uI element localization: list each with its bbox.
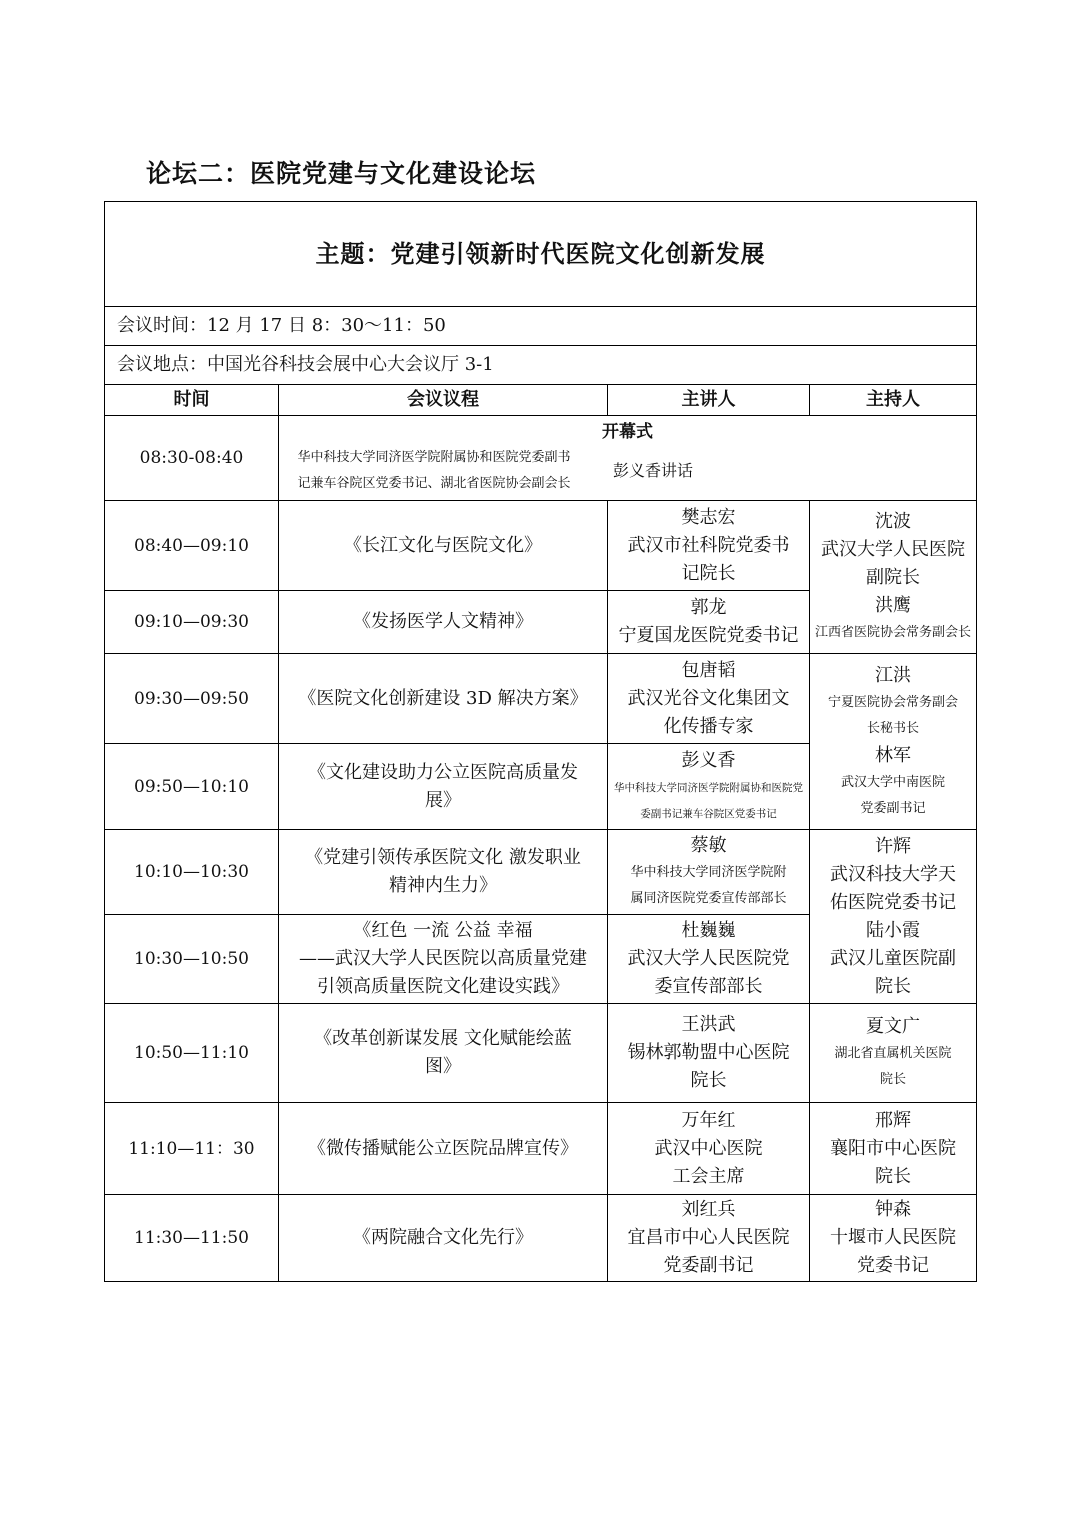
session-time: 09:30—09:50 xyxy=(105,654,279,744)
session-host: 夏文广 湖北省直属机关医院 院长 xyxy=(810,1004,977,1103)
table-row xyxy=(105,830,977,915)
session-host: 沈波 武汉大学人民医院 副院长 洪鹰 江西省医院协会常务副会长 xyxy=(810,501,977,654)
session-topic: 《文化建设助力公立医院高质量发 展》 xyxy=(279,744,608,830)
table-row xyxy=(105,501,977,591)
session-speaker: 万年红 武汉中心医院 工会主席 xyxy=(608,1103,810,1195)
session-time: 10:30—10:50 xyxy=(105,915,279,1004)
opening-cell xyxy=(279,416,977,501)
page-title: 论坛二：医院党建与文化建设论坛 xyxy=(146,159,537,188)
theme-title: 主题：党建引领新时代医院文化创新发展 xyxy=(105,202,977,307)
session-topic: 《发扬医学人文精神》 xyxy=(279,591,608,654)
theme-row xyxy=(105,202,977,307)
session-speaker: 王洪武 锡林郭勒盟中心医院 院长 xyxy=(608,1004,810,1103)
session-time: 08:40—09:10 xyxy=(105,501,279,591)
table-header-row xyxy=(105,385,977,416)
session-speaker: 杜巍巍 武汉大学人民医院党 委宣传部部长 xyxy=(608,915,810,1004)
session-speaker: 蔡敏 华中科技大学同济医学院附 属同济医院党委宣传部部长 xyxy=(608,830,810,915)
session-host: 钟森 十堰市人民医院 党委书记 xyxy=(810,1195,977,1282)
session-topic: 《微传播赋能公立医院品牌宣传》 xyxy=(279,1103,608,1195)
session-speaker: 彭义香 华中科技大学同济医学院附属协和医院党 委副书记兼车谷院区党委书记 xyxy=(608,744,810,830)
table-row xyxy=(105,1004,977,1103)
table-row xyxy=(105,1103,977,1195)
session-speaker: 樊志宏 武汉市社科院党委书 记院长 xyxy=(608,501,810,591)
header-speaker: 主讲人 xyxy=(608,385,810,416)
opening-title: 开幕式 xyxy=(602,422,653,442)
header-time: 时间 xyxy=(105,385,279,416)
session-speaker: 郭龙 宁夏国龙医院党委书记 xyxy=(608,591,810,654)
session-time: 10:50—11:10 xyxy=(105,1004,279,1103)
header-host: 主持人 xyxy=(810,385,977,416)
opening-speaker: 彭义香讲话 xyxy=(613,461,694,480)
session-speaker: 刘红兵 宜昌市中心人民医院 党委副书记 xyxy=(608,1195,810,1282)
meeting-place-row xyxy=(105,346,977,385)
session-topic: 《红色 一流 公益 幸福 ——武汉大学人民医院以高质量党建 引领高质量医院文化建设实践》 xyxy=(279,915,608,1004)
session-topic: 《党建引领传承医院文化 激发职业 精神内生力》 xyxy=(279,830,608,915)
session-topic: 《改革创新谋发展 文化赋能绘蓝 图》 xyxy=(279,1004,608,1103)
session-host: 邢辉 襄阳市中心医院 院长 xyxy=(810,1103,977,1195)
meeting-time-row xyxy=(105,307,977,346)
session-topic: 《长江文化与医院文化》 xyxy=(279,501,608,591)
session-time: 09:50—10:10 xyxy=(105,744,279,830)
header-agenda: 会议议程 xyxy=(279,385,608,416)
session-topic: 《医院文化创新建设 3D 解决方案》 xyxy=(279,654,608,744)
opening-time: 08:30-08:40 xyxy=(105,416,279,501)
session-time: 11:10—11：30 xyxy=(105,1103,279,1195)
agenda-table xyxy=(104,201,977,1282)
session-host: 许辉 武汉科技大学天 佑医院党委书记 陆小霞 武汉儿童医院副 院长 xyxy=(810,830,977,1004)
table-row xyxy=(105,654,977,744)
opening-org: 华中科技大学同济医学院附属协和医院党委副书 记兼车谷院区党委书记、湖北省医院协会副会长 xyxy=(297,450,571,491)
session-time: 11:30—11:50 xyxy=(105,1195,279,1282)
session-time: 10:10—10:30 xyxy=(105,830,279,915)
meeting-place: 会议地点：中国光谷科技会展中心大会议厅 3-1 xyxy=(105,346,977,385)
session-host: 江洪 宁夏医院协会常务副会 长秘书长 林军 武汉大学中南医院 党委副书记 xyxy=(810,654,977,830)
session-time: 09:10—09:30 xyxy=(105,591,279,654)
meeting-time: 会议时间：12 月 17 日 8：30～11：50 xyxy=(105,307,977,346)
session-speaker: 包唐韬 武汉光谷文化集团文 化传播专家 xyxy=(608,654,810,744)
opening-row xyxy=(105,416,977,501)
session-topic: 《两院融合文化先行》 xyxy=(279,1195,608,1282)
table-row xyxy=(105,1195,977,1282)
